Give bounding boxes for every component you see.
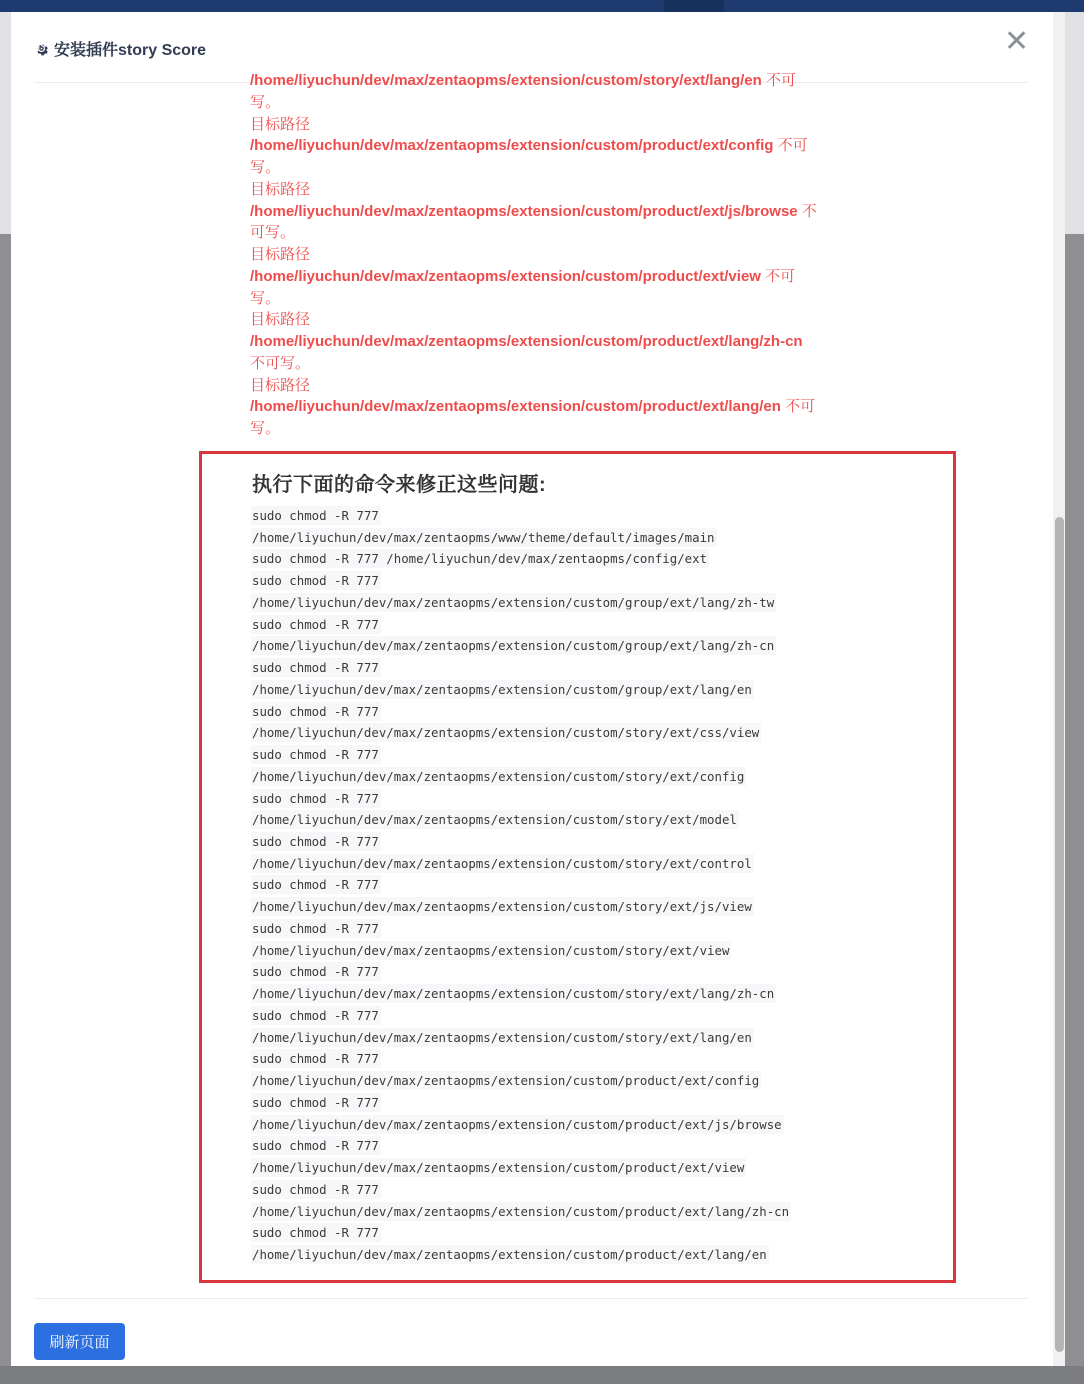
command-text: sudo chmod -R 777: [252, 1138, 379, 1154]
command-text: /home/liyuchun/dev/max/zentaopms/extension/custom/product/ext/lang/zh-cn: [252, 1203, 790, 1219]
error-item: [250, 309, 820, 374]
command-line: [251, 874, 891, 896]
background-top-bar: [0, 0, 1084, 12]
error-item: [250, 114, 820, 179]
error-label: 目标路径: [250, 376, 311, 394]
command-text: sudo chmod -R 777: [252, 834, 379, 850]
command-line: [251, 766, 891, 788]
command-text: /home/liyuchun/dev/max/zentaopms/extension/custom/story/ext/config: [252, 768, 745, 784]
command-line: [251, 896, 891, 918]
modal-title: [34, 37, 206, 59]
error-label: 目标路径: [250, 180, 311, 198]
command-line: [251, 1048, 891, 1070]
command-line: [251, 1244, 891, 1266]
command-line: [251, 809, 891, 831]
command-text: sudo chmod -R 777: [252, 1094, 379, 1110]
command-text: sudo chmod -R 777: [252, 1225, 379, 1241]
footer-divider: [34, 1298, 1028, 1299]
modal-body: [11, 72, 1051, 1298]
command-text: sudo chmod -R 777: [252, 964, 379, 980]
command-line: [251, 505, 891, 527]
command-line: [251, 1135, 891, 1157]
install-plugin-modal: [11, 12, 1065, 1366]
error-suffix: 不可写。: [250, 202, 817, 242]
command-text: sudo chmod -R 777: [252, 877, 379, 893]
close-button[interactable]: [1004, 25, 1030, 58]
command-line: [251, 1157, 891, 1179]
command-text: /home/liyuchun/dev/max/zentaopms/extension/custom/group/ext/lang/en: [252, 681, 752, 697]
command-line: [251, 657, 891, 679]
command-line: [251, 983, 891, 1005]
command-text: /home/liyuchun/dev/max/zentaopms/extension/custom/story/ext/lang/en: [252, 1029, 752, 1045]
error-suffix: 不可写。: [250, 137, 808, 176]
command-line: [251, 1092, 891, 1114]
command-line: [251, 701, 891, 723]
error-suffix: 不可写。: [250, 72, 796, 111]
error-item: [250, 70, 820, 114]
scrollbar[interactable]: [1053, 12, 1065, 1366]
error-item: [250, 244, 820, 309]
error-path: /home/liyuchun/dev/max/zentaopms/extension/custom/product/ext/config: [250, 137, 774, 155]
command-line: [251, 614, 891, 636]
command-text: /home/liyuchun/dev/max/zentaopms/extension/custom/story/ext/js/view: [252, 899, 752, 915]
error-path: /home/liyuchun/dev/max/zentaopms/extension/custom/product/ext/lang/en: [250, 398, 781, 416]
command-line: [251, 548, 891, 570]
command-line: [251, 592, 891, 614]
backdrop-bottom: [0, 1366, 1084, 1384]
error-label: 目标路径: [250, 246, 311, 263]
error-label: 目标路径: [250, 311, 311, 329]
command-text: /home/liyuchun/dev/max/zentaopms/extension/custom/story/ext/view: [252, 942, 730, 958]
refresh-page-button[interactable]: 刷新页面: [34, 1323, 125, 1360]
command-text: sudo chmod -R 777: [252, 1181, 379, 1197]
command-line: [251, 853, 891, 875]
command-line: [251, 940, 891, 962]
command-line: [251, 918, 891, 940]
command-text: sudo chmod -R 777: [252, 508, 379, 523]
command-text: sudo chmod -R 777: [252, 703, 379, 719]
command-text: /home/liyuchun/dev/max/zentaopms/extension/custom/product/ext/lang/en: [252, 1246, 767, 1262]
error-item: [250, 375, 820, 440]
close-icon[interactable]: ✕: [1004, 25, 1030, 58]
error-suffix: 不可写。: [250, 354, 311, 372]
scrollbar-thumb[interactable]: [1055, 517, 1064, 1352]
error-path: /home/liyuchun/dev/max/zentaopms/extension/custom/product/ext/js/browse: [250, 202, 798, 220]
command-line: [251, 1179, 891, 1201]
gear-icon: [34, 41, 49, 56]
error-path: /home/liyuchun/dev/max/zentaopms/extension/custom/product/ext/lang/zh-cn: [250, 333, 803, 350]
command-text: /home/liyuchun/dev/max/zentaopms/extension/custom/story/ext/lang/zh-cn: [252, 986, 775, 1002]
fix-commands-box: [199, 451, 956, 1283]
command-text: sudo chmod -R 777: [252, 920, 379, 936]
command-line: [251, 788, 891, 810]
command-line: [251, 1027, 891, 1049]
command-text: /home/liyuchun/dev/max/zentaopms/extension/custom/product/ext/config: [252, 1073, 760, 1089]
command-line: [251, 1222, 891, 1244]
command-text: sudo chmod -R 777: [252, 616, 379, 632]
error-item: [250, 179, 820, 244]
error-suffix: 不可写。: [250, 267, 796, 307]
command-text: /home/liyuchun/dev/max/zentaopms/extension/custom/story/ext/model: [252, 812, 737, 828]
command-text: /home/liyuchun/dev/max/zentaopms/extension/custom/product/ext/js/browse: [252, 1116, 782, 1132]
command-text: sudo chmod -R 777: [252, 573, 379, 589]
command-line: [251, 635, 891, 657]
error-label: 目标路径: [250, 115, 311, 133]
command-line: [251, 744, 891, 766]
command-text: /home/liyuchun/dev/max/zentaopms/extension/custom/product/ext/view: [252, 1160, 745, 1176]
error-suffix: 不可写。: [250, 398, 816, 437]
command-line: [251, 570, 891, 592]
command-line: [251, 679, 891, 701]
command-text: sudo chmod -R 777: [252, 1051, 379, 1067]
command-text: /home/liyuchun/dev/max/zentaopms/extension/custom/group/ext/lang/zh-cn: [252, 638, 775, 654]
command-line: [251, 1201, 891, 1223]
command-text: sudo chmod -R 777: [252, 660, 379, 676]
command-text: /home/liyuchun/dev/max/zentaopms/extension/custom/story/ext/control: [252, 855, 752, 871]
modal-title-text: 安装插件story Score: [54, 41, 207, 59]
error-path: /home/liyuchun/dev/max/zentaopms/extension/custom/story/ext/lang/en: [250, 72, 762, 89]
command-text: /home/liyuchun/dev/max/zentaopms/extension/custom/story/ext/css/view: [252, 725, 760, 741]
command-line: [251, 1005, 891, 1027]
command-line: [251, 1114, 891, 1136]
command-text: sudo chmod -R 777: [252, 790, 379, 806]
fix-commands-title: 执行下面的命令来修正这些问题:: [252, 474, 547, 496]
command-line: [251, 527, 891, 549]
command-text: /home/liyuchun/dev/max/zentaopms/extension/custom/group/ext/lang/zh-tw: [252, 594, 775, 610]
command-line: [251, 722, 891, 744]
command-text: sudo chmod -R 777 /home/liyuchun/dev/max/zentaopms/config/ext: [252, 551, 708, 567]
error-list: [250, 70, 820, 440]
command-line: [251, 1070, 891, 1092]
command-line: [251, 831, 891, 853]
command-text: sudo chmod -R 777: [252, 1007, 379, 1023]
command-text: /home/liyuchun/dev/max/zentaopms/www/theme/default/images/main: [252, 529, 715, 545]
command-list: [251, 505, 891, 1266]
command-line: [251, 961, 891, 983]
command-text: sudo chmod -R 777: [252, 747, 379, 763]
error-path: /home/liyuchun/dev/max/zentaopms/extension/custom/product/ext/view: [250, 267, 761, 285]
